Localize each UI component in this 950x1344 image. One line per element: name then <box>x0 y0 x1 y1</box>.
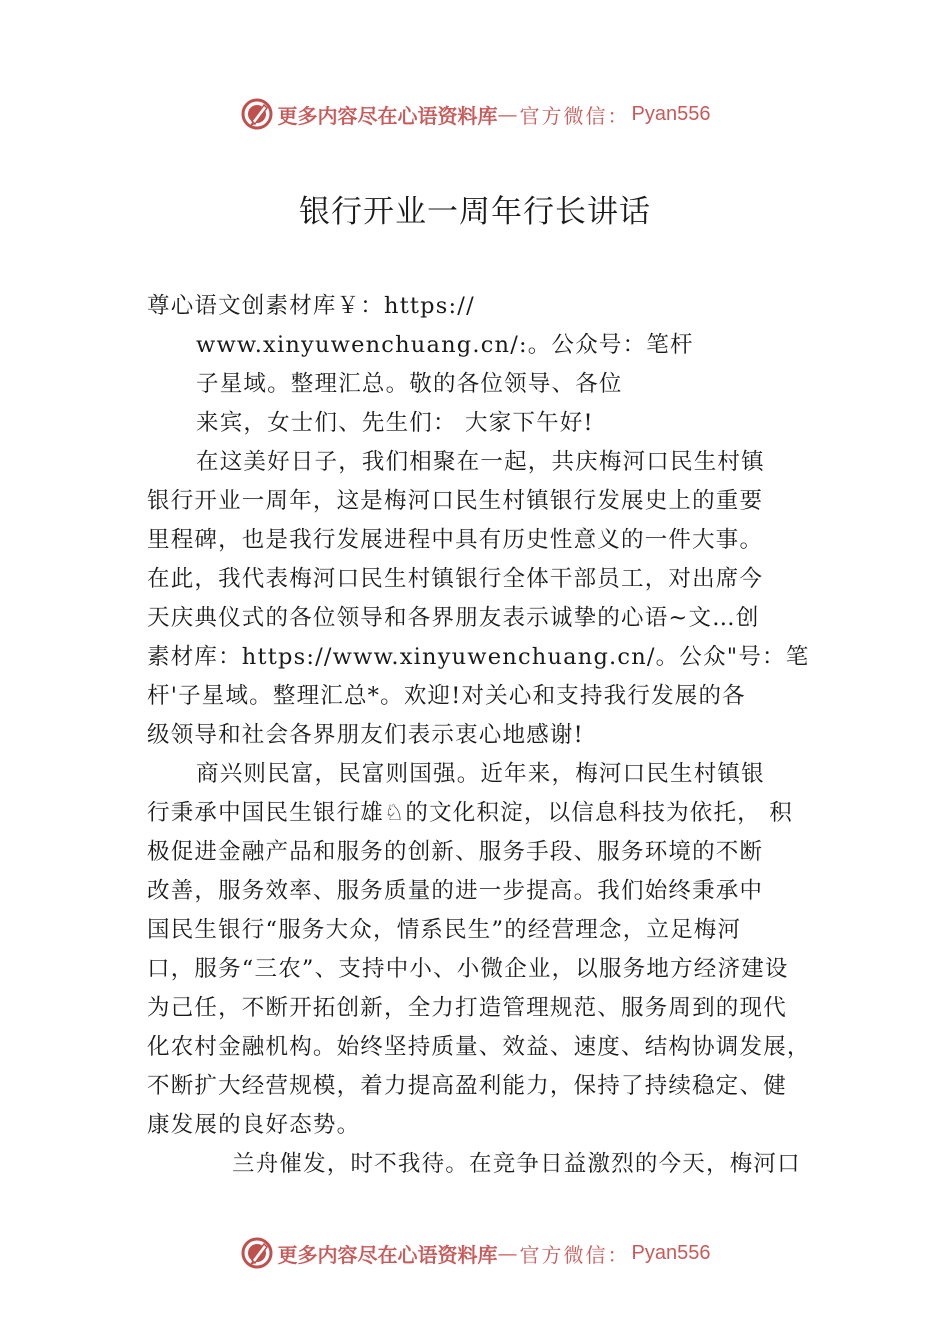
banner-wechat-label: 官方微信： <box>519 103 630 128</box>
banner-slogan: 更多内容尽在心语资料库 <box>277 103 498 128</box>
body-line: 口，服务“三农”、支持中小、小微企业，以服务地方经济建设 <box>147 956 789 982</box>
body-line: 素材库：https://www.xinyuwenchuang.cn/。公众"号：笔 <box>147 644 810 670</box>
body-line: www.xinyuwenchuang.cn/:。公众号：笔杆 <box>196 332 694 358</box>
banner-wechat-id: Pyan556 <box>631 102 711 125</box>
banner-dash: — <box>497 1241 520 1265</box>
body-line: 尊心语文创素材库￥：https:// <box>147 293 475 319</box>
body-line: 改善，服务效率、服务质量的进一步提高。我们始终秉承中 <box>147 878 764 904</box>
body-line: 行秉承中国民生银行雄♘的文化积淀，以信息科技为依托， 积 <box>147 800 793 826</box>
body-line: 天庆典仪式的各位领导和各界朋友表示诚挚的心语~文…创 <box>147 605 760 631</box>
body-line: 国民生银行“服务大众，情系民生”的经营理念，立足梅河 <box>147 917 742 943</box>
document-title: 银行开业一周年行长讲话 <box>299 194 651 230</box>
banner-dash: — <box>497 102 520 126</box>
body-line: 康发展的良好态势。 <box>147 1112 361 1138</box>
body-line: 商兴则民富，民富则国强。近年来，梅河口民生村镇银 <box>196 761 765 787</box>
pen-logo-icon <box>240 1236 274 1270</box>
body-line: 级领导和社会各界朋友们表示衷心地感谢! <box>147 722 584 748</box>
banner-wechat-label: 官方微信： <box>519 1242 630 1267</box>
header-banner <box>0 94 950 134</box>
body-line: 在此，我代表梅河口民生村镇银行全体干部员工，对出席今 <box>147 566 764 592</box>
body-line: 里程碑，也是我行发展进程中具有历史性意义的一件大事。 <box>147 527 764 553</box>
body-line: 来宾，女士们、先生们： 大家下午好! <box>196 410 594 436</box>
body-line: 为己任，不断开拓创新，全力打造管理规范、服务周到的现代 <box>147 995 787 1021</box>
body-line: 极促进金融产品和服务的创新、服务手段、服务环境的不断 <box>147 839 764 865</box>
body-line: 不断扩大经营规模，着力提高盈利能力，保持了持续稳定、健 <box>147 1073 787 1099</box>
banner-slogan: 更多内容尽在心语资料库 <box>277 1242 498 1267</box>
footer-banner <box>0 1233 950 1273</box>
body-line: 杆'子星域。整理汇总*。欢迎!对关心和支持我行发展的各 <box>147 683 746 709</box>
pen-logo-icon <box>240 97 274 131</box>
body-line: 在这美好日子，我们相聚在一起，共庆梅河口民生村镇 <box>196 449 765 475</box>
banner-wechat-id: Pyan556 <box>631 1241 711 1264</box>
body-line: 化农村金融机构。始终坚持质量、效益、速度、结构协调发展， <box>147 1034 811 1060</box>
body-line: 兰舟催发，时不我待。在竞争日益激烈的今天，梅河口 <box>232 1151 801 1177</box>
body-line: 银行开业一周年，这是梅河口民生村镇银行发展史上的重要 <box>147 488 764 514</box>
body-line: 子星域。整理汇总。敬的各位领导、各位 <box>196 371 623 397</box>
